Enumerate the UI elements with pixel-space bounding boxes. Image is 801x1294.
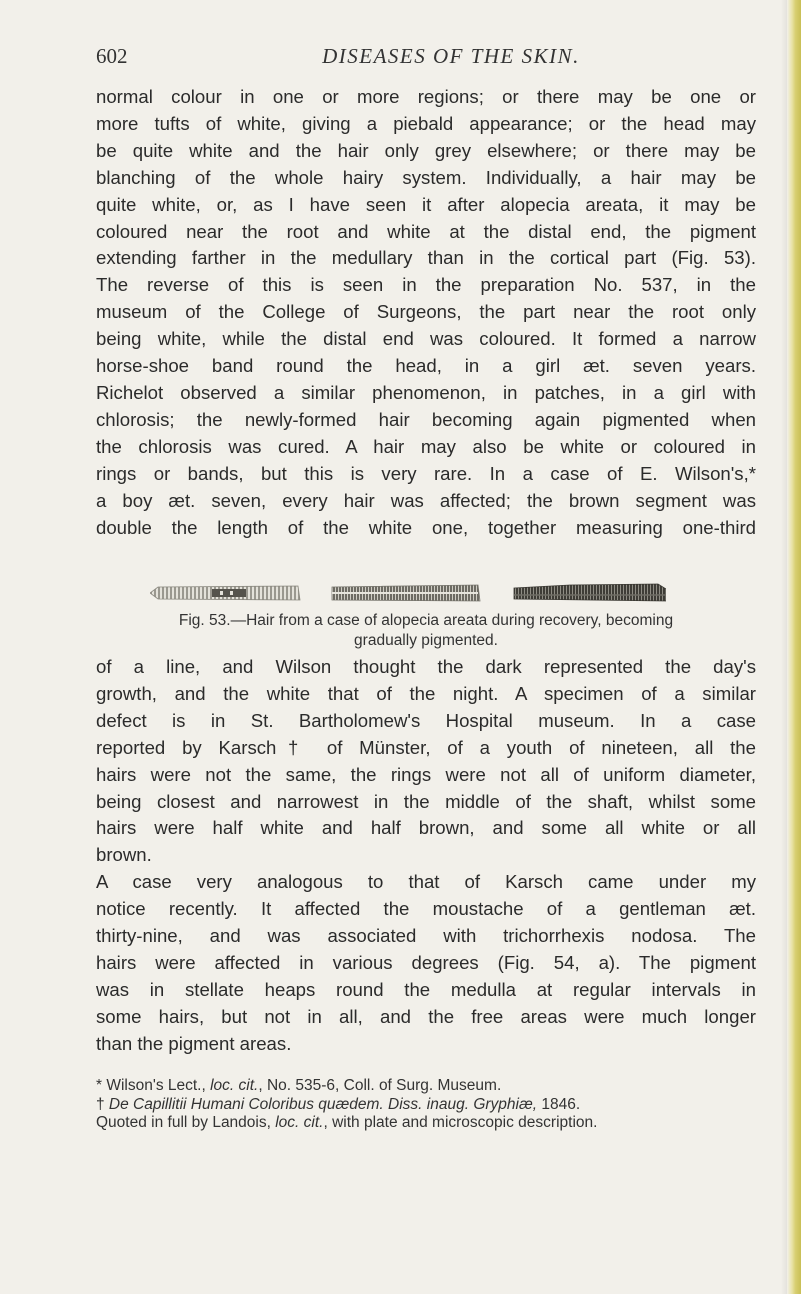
text-line: double the length of the white one, together measuring one-third bbox=[96, 516, 756, 538]
text-line: than the pigment areas. bbox=[96, 1032, 292, 1054]
text-line: chlorosis; the newly-formed hair becoming again pigmented when bbox=[96, 408, 756, 430]
footnotes bbox=[96, 1077, 756, 1133]
footnote-text: , No. 535-6, Coll. of Surg. Museum. bbox=[258, 1077, 502, 1094]
footnote-text: 1846. bbox=[537, 1095, 581, 1113]
footnote-mark: * bbox=[96, 1077, 103, 1094]
text-line: the chlorosis was cured. A hair may also be white or coloured in bbox=[96, 435, 756, 457]
text-line: brown. bbox=[96, 844, 152, 866]
text-line: horse-shoe band round the head, in a girl æt. seven years. bbox=[96, 355, 756, 377]
page-edge bbox=[787, 0, 801, 1294]
text-line: was in stellate heaps round the medulla at regular intervals in bbox=[96, 978, 756, 1000]
text-line: being white, while the distal end was coloured. It formed a narrow bbox=[96, 328, 756, 350]
text-line: a boy æt. seven, every hair was affected; the brown segment was bbox=[96, 489, 756, 511]
page-header bbox=[96, 44, 756, 74]
footnote-1 bbox=[96, 1077, 756, 1096]
text-line: notice recently. It affected the moustache of a gentleman æt. bbox=[96, 898, 756, 920]
footnote-text: Wilson's Lect., bbox=[102, 1077, 211, 1094]
text-line: rings or bands, but this is very rare. In a case of E. Wilson's,* bbox=[96, 462, 756, 484]
text-line: museum of the College of Surgeons, the part near the root only bbox=[96, 301, 756, 323]
text-line: A case very analogous to that of Karsch came under my bbox=[96, 871, 756, 893]
caption-line: Fig. 53.—Hair from a case of alopecia areata during recovery, becoming bbox=[178, 612, 674, 629]
footnote-text: Quoted in full by Landois, bbox=[96, 1114, 276, 1131]
text-line: The reverse of this is seen in the preparation No. 537, in the bbox=[96, 274, 756, 296]
text-line: blanching of the whole hairy system. Individually, a hair may be bbox=[96, 166, 756, 188]
page-number: 602 bbox=[96, 44, 128, 68]
figure-caption bbox=[96, 611, 756, 650]
footnote-title: De Capillitii Humani Coloribus quædem. Diss. inaug. Gryphiæ, bbox=[104, 1095, 538, 1113]
text-line: extending farther in the medullary than in the cortical part (Fig. 53). bbox=[96, 247, 756, 269]
footnote-mark: † bbox=[96, 1095, 105, 1113]
text-line: of a line, and Wilson thought the dark represented the day's bbox=[96, 656, 756, 677]
text-line: coloured near the root and white at the distal end, the pigment bbox=[96, 220, 756, 242]
text-line: growth, and the white that of the night. A specimen of a similar bbox=[96, 682, 756, 704]
paragraph-1 bbox=[96, 84, 756, 541]
text-line: Richelot observed a similar phenomenon, in patches, in a girl with bbox=[96, 381, 756, 403]
text-line: being closest and narrowest in the middle of the shaft, whilst some bbox=[96, 790, 756, 812]
footnote-citation: loc. cit. bbox=[275, 1114, 324, 1131]
text-line: thirty-nine, and was associated with trichorrhexis nodosa. The bbox=[96, 925, 756, 947]
caption-line: gradually pigmented. bbox=[354, 631, 498, 649]
text-line: quite white, or, as I have seen it after alopecia areata, it may be bbox=[96, 193, 756, 215]
text-line: more tufts of white, giving a piebald appearance; or the head may bbox=[96, 112, 756, 134]
text-line: hairs were affected in various degrees (Fig. 54, a). The pigment bbox=[96, 951, 756, 973]
footnote-citation: loc. cit. bbox=[210, 1077, 259, 1094]
footnote-2 bbox=[96, 1096, 756, 1115]
text-line: be quite white and the hair only grey elsewhere; or there may be bbox=[96, 139, 756, 161]
text-line: reported by Karsch† of Münster, of a youth of nineteen, all the bbox=[96, 736, 756, 758]
text-line: hairs were not the same, the rings were not all of uniform diameter, bbox=[96, 763, 756, 785]
text-line: normal colour in one or more regions; or there may be one or bbox=[96, 86, 756, 107]
footnote-2-continued bbox=[96, 1114, 756, 1133]
footnote-text: , with plate and microscopic description. bbox=[323, 1114, 598, 1131]
text-line: hairs were half white and half brown, and some all white or all bbox=[96, 817, 756, 839]
hair-strand-drawing bbox=[150, 583, 666, 603]
text-line: defect is in St. Bartholomew's Hospital museum. In a case bbox=[96, 709, 756, 731]
figure-53-hair-illustration bbox=[150, 583, 666, 603]
running-title: DISEASES OF THE SKIN. bbox=[322, 44, 580, 68]
paragraph-2 bbox=[96, 654, 756, 1058]
text-line: some hairs, but not in all, and the free areas were much longer bbox=[96, 1005, 756, 1027]
